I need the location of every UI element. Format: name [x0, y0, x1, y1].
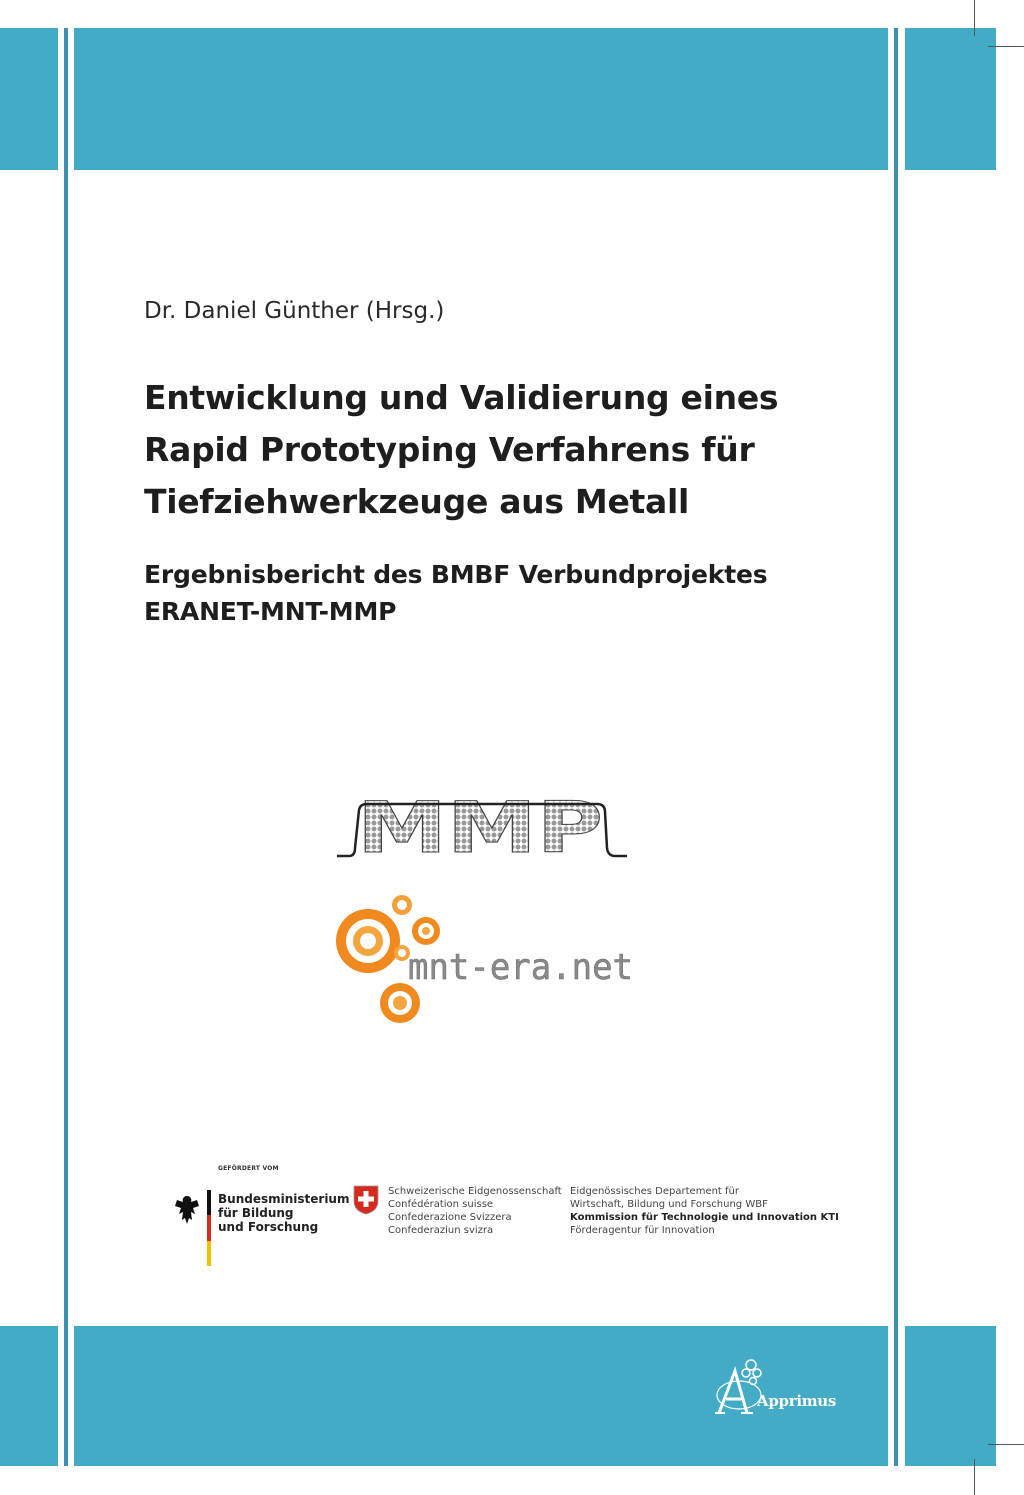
mnt-era-logo-text: mnt-era.net — [408, 947, 633, 988]
bottom-color-band — [0, 1326, 996, 1466]
wbf-line: Förderagentur für Innovation — [570, 1225, 715, 1236]
mmp-logo — [335, 796, 627, 866]
crop-mark-bottom-vertical — [974, 1459, 975, 1495]
german-flag-bar — [207, 1190, 211, 1266]
swiss-line: Confederazione Svizzera — [388, 1212, 512, 1223]
mnt-era-logo — [330, 893, 650, 1029]
swiss-line: Schweizerische Eidgenossenschaft — [388, 1186, 562, 1197]
swiss-line: Confédération suisse — [388, 1199, 494, 1210]
funding-logos — [170, 1160, 839, 1270]
swiss-confederation-text — [388, 1185, 562, 1237]
bmbf-line: Bundesministerium — [218, 1192, 350, 1206]
publisher-name: Apprimus — [757, 1392, 837, 1410]
apprimus-publisher-logo-icon — [713, 1355, 763, 1417]
book-title — [144, 372, 778, 528]
wbf-line: Kommission für Technologie und Innovation KTI — [570, 1212, 839, 1223]
swiss-coat-of-arms-icon — [353, 1185, 379, 1215]
title-line: Entwicklung und Validierung eines — [144, 378, 779, 417]
title-line: Tiefziehwerkzeuge aus Metall — [144, 482, 689, 521]
top-color-band — [0, 28, 996, 170]
title-line: Rapid Prototyping Verfahrens für — [144, 430, 755, 469]
swiss-line: Confederaziun svizra — [388, 1225, 494, 1236]
wbf-line: Wirtschaft, Bildung und Forschung WBF — [570, 1199, 768, 1210]
right-white-rule-inner — [898, 28, 905, 1466]
left-white-rule-inner — [68, 28, 74, 1466]
wbf-kti-text — [570, 1185, 839, 1237]
crop-mark-top-vertical — [974, 0, 975, 36]
editor-name: Dr. Daniel Günther (Hrsg.) — [144, 298, 445, 324]
bmbf-line: für Bildung — [218, 1206, 294, 1220]
bmbf-line: und Forschung — [218, 1220, 319, 1234]
federal-eagle-icon — [173, 1194, 201, 1226]
book-subtitle — [144, 556, 767, 630]
wbf-line: Eidgenössisches Departement für — [570, 1186, 739, 1197]
funded-by-label: GEFÖRDERT VOM — [218, 1165, 279, 1172]
crop-mark-top-horizontal — [988, 46, 1024, 47]
mmp-logo-text: MMP — [357, 796, 603, 866]
crop-mark-bottom-horizontal — [988, 1444, 1024, 1445]
bmbf-name — [218, 1192, 349, 1234]
subtitle-line: ERANET-MNT-MMP — [144, 597, 397, 626]
subtitle-line: Ergebnisbericht des BMBF Verbundprojektes — [144, 560, 768, 589]
